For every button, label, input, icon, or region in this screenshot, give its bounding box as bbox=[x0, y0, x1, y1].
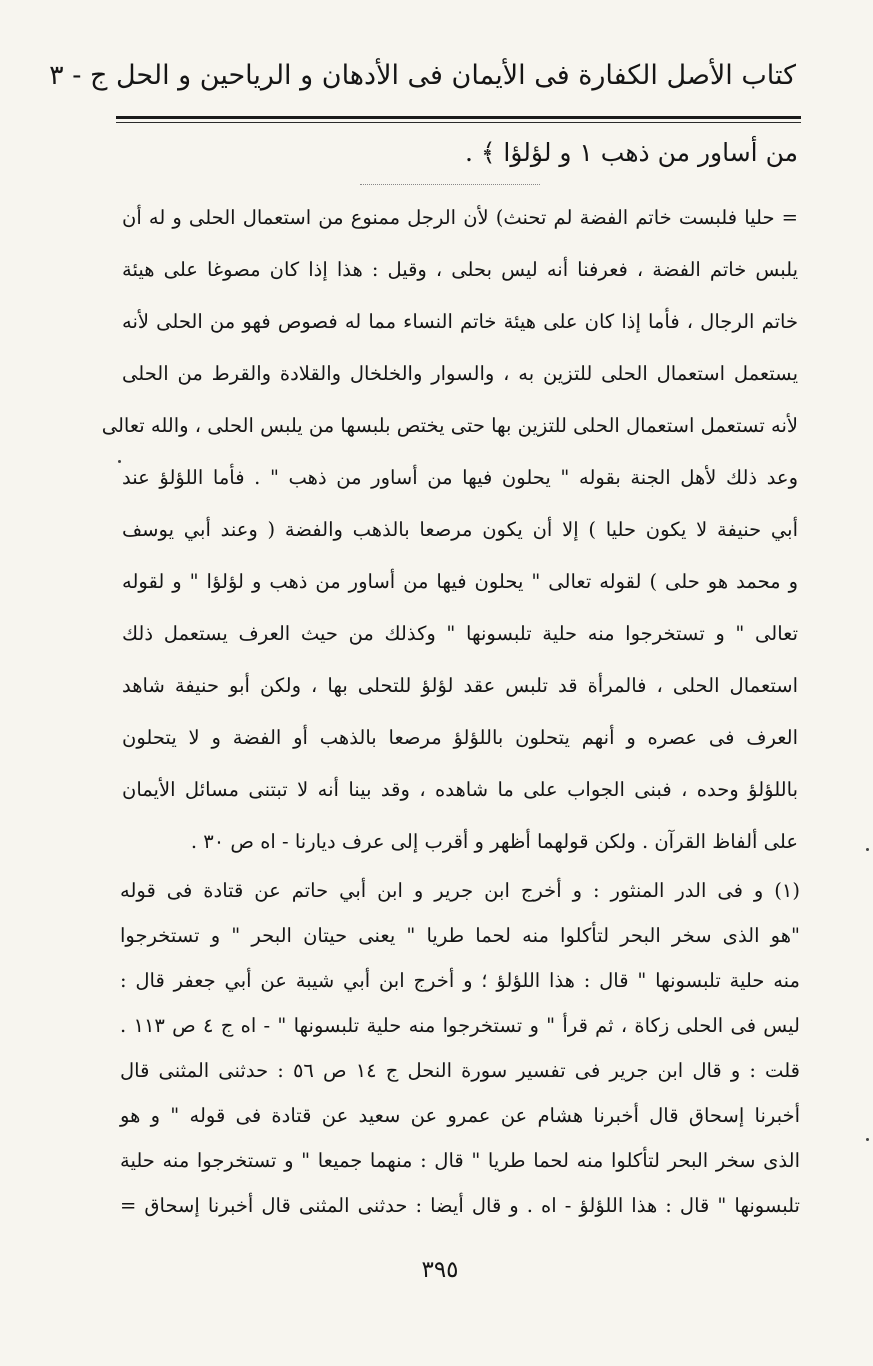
footnote-block bbox=[120, 868, 800, 1228]
scan-speck bbox=[118, 460, 121, 463]
footnote-line: منه حلية تلبسونها " قال : هذا اللؤلؤ ؛ و أخرج ابن أبي شيبة عن أبي جعفر قال : bbox=[120, 969, 800, 992]
footnote-line: تلبسونها " قال : هذا اللؤلؤ - اه . و قال أيضا : حدثنى المثنى قال أخبرنا إسحاق = bbox=[120, 1194, 800, 1217]
commentary-line: لأنه تستعمل استعمال الحلى للتزين بها حتى يختص بلبسها من يلبس الحلى ، والله تعالى bbox=[101, 414, 798, 437]
footnote-line: "هو الذى سخر البحر لتأكلوا منه لحما طريا " يعنى حيتان البحر " و تستخرجوا bbox=[120, 924, 800, 947]
scan-speck bbox=[866, 848, 869, 851]
page-number: ٣٩٥ bbox=[421, 1257, 459, 1283]
commentary-line: وعد ذلك لأهل الجنة بقوله " يحلون فيها من أساور من ذهب " . فأما اللؤلؤ عند bbox=[122, 466, 798, 489]
commentary-line: استعمال الحلى ، فالمرأة قد تلبس عقد لؤلؤ للتحلى بها ، ولكن أبو حنيفة شاهد bbox=[122, 674, 798, 697]
commentary-line: العرف فى عصره و أنهم يتحلون باللؤلؤ مرصعا بالذهب أو الفضة و لا يتحلون bbox=[122, 726, 798, 749]
footnote-line: الذى سخر البحر لتأكلوا منه لحما طريا " قال : منهما جميعا " و تستخرجوا منه حلية bbox=[120, 1149, 800, 1172]
footnote-line: ليس فى الحلى زكاة ، ثم قرأ " و تستخرجوا منه حلية تلبسونها " - اه ج ٤ ص ١١٣ . bbox=[120, 1014, 800, 1037]
commentary-block bbox=[101, 192, 798, 868]
header-rule-thin bbox=[116, 122, 801, 123]
commentary-line: يلبس خاتم الفضة ، فعرفنا أنه ليس بحلى ، وقيل : هذا إذا كان مصوغا على هيئة bbox=[122, 258, 798, 281]
verse-line: من أساور من ذهب ١ و لؤلؤا ﴾ . bbox=[464, 138, 798, 167]
commentary-line: أبي حنيفة لا يكون حليا ) إلا أن يكون مرصعا بالذهب والفضة ( وعند أبي يوسف bbox=[122, 518, 798, 541]
footnote-line: قلت : و قال ابن جرير فى تفسير سورة النحل ج ١٤ ص ٥٦ : حدثنى المثنى قال bbox=[120, 1059, 800, 1082]
commentary-line: تعالى " و تستخرجوا منه حلية تلبسونها " وكذلك من حيث العرف يستعمل ذلك bbox=[122, 622, 798, 645]
commentary-line: على ألفاظ القرآن . ولكن قولهما أظهر و أقرب إلى عرف ديارنا - اه ص ٣٠ . bbox=[190, 830, 798, 853]
scan-speck bbox=[866, 1138, 869, 1141]
commentary-line: و محمد هو حلى ) لقوله تعالى " يحلون فيها من أساور من ذهب و لؤلؤا " و لقوله bbox=[122, 570, 798, 593]
commentary-line: يستعمل استعمال الحلى للتزين به ، والسوار والخلخال والقلادة والقرط من الحلى bbox=[122, 362, 798, 385]
dotted-separator bbox=[360, 184, 540, 187]
commentary-line: باللؤلؤ وحده ، فبنى الجواب على ما شاهده ، وقد بينا أنه لا تبتنى مسائل الأيمان bbox=[122, 778, 798, 801]
header-rule-thick bbox=[116, 116, 801, 119]
commentary-line: خاتم الرجال ، فأما إذا كان على هيئة خاتم النساء مما له فصوص فهو من الحلى لأنه bbox=[122, 310, 798, 333]
commentary-line: = حليا فلبست خاتم الفضة لم تحنث) لأن الرجل ممنوع من استعمال الحلى و له أن bbox=[122, 206, 798, 229]
footnote-line: (١) و فى الدر المنثور : و أخرج ابن جرير و ابن أبي حاتم عن قتادة فى قوله bbox=[120, 879, 800, 902]
footnote-line: أخبرنا إسحاق قال أخبرنا هشام عن عمرو عن سعيد عن قتادة فى قوله " و هو bbox=[120, 1104, 800, 1127]
running-header: كتاب الأصل الكفارة فى الأيمان فى الأدهان و الرياحين و الحل ج - ٣ bbox=[49, 60, 796, 91]
